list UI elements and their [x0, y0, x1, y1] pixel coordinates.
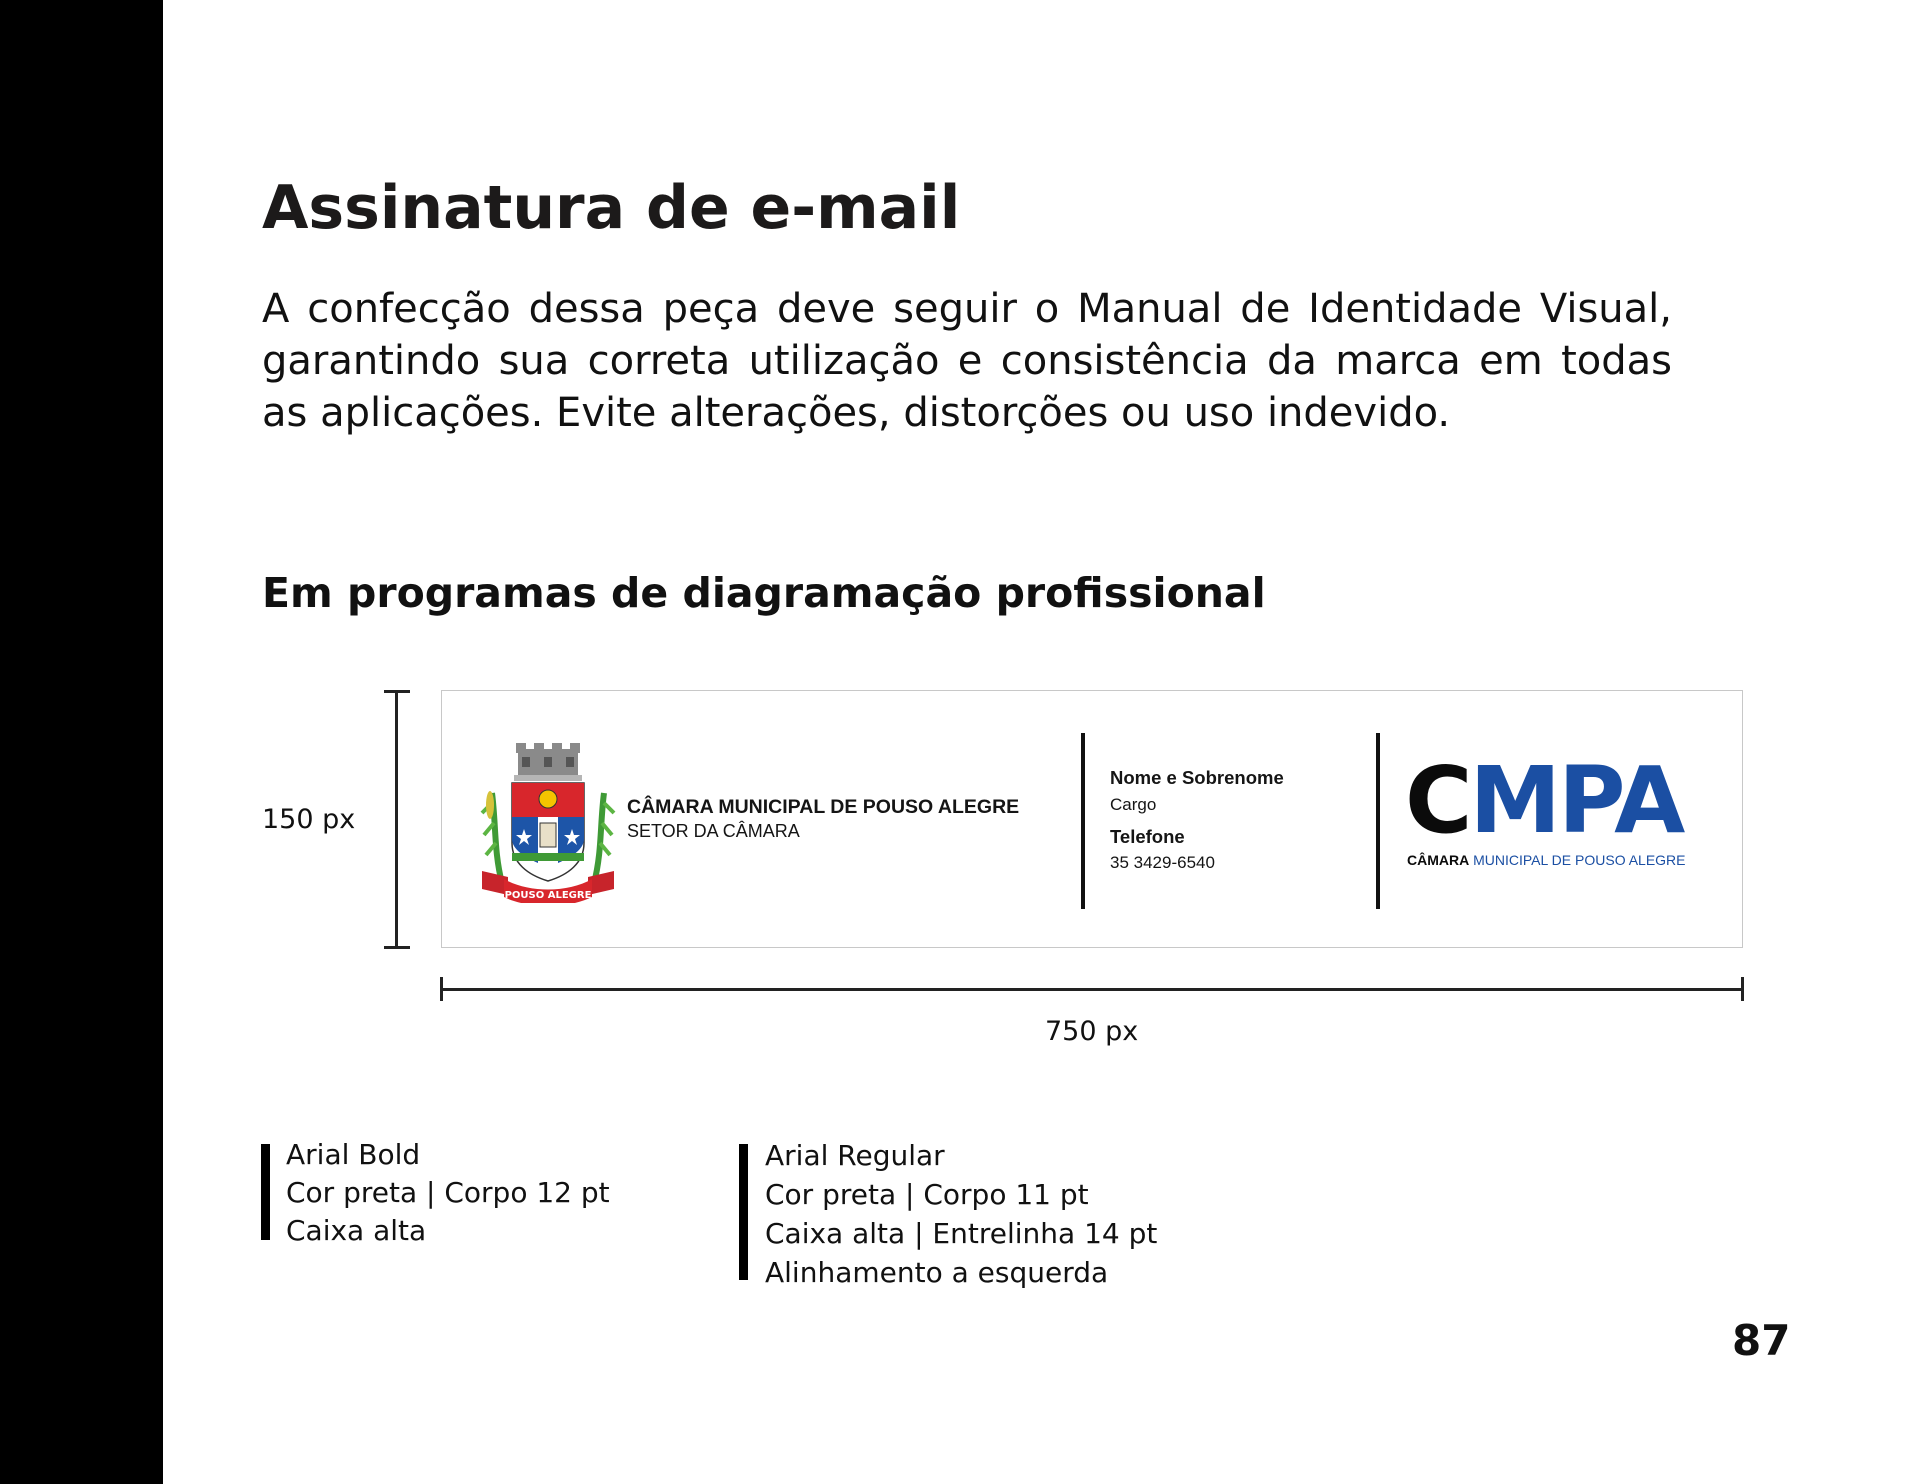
person-role: Cargo	[1110, 795, 1157, 814]
cmpa-logo	[1405, 747, 1683, 854]
signature-divider	[1081, 733, 1085, 909]
logo-letter-c: C	[1405, 747, 1470, 854]
page-number: 87	[1732, 1316, 1791, 1365]
regular-spec-line: Caixa alta | Entrelinha 14 pt	[765, 1217, 1158, 1250]
section-title: Em programas de diagramação profissional	[262, 569, 1266, 617]
note-accent-bar	[739, 1144, 748, 1280]
phone-number: 35 3429-6540	[1110, 853, 1215, 872]
regular-spec-line: Cor preta | Corpo 11 pt	[765, 1178, 1089, 1211]
intro-paragraph: A confecção dessa peça deve seguir o Manual de Identidade Visual, garantindo sua correta utilização e consistência da marca em todas as aplicações. Evite alterações, distorções ou uso indevido.	[262, 286, 1672, 436]
signature-divider	[1376, 733, 1380, 909]
org-name: CÂMARA MUNICIPAL DE POUSO ALEGRE	[627, 796, 1020, 818]
bold-spec-line: Cor preta | Corpo 12 pt	[286, 1176, 610, 1209]
width-label: 750 px	[1045, 1016, 1139, 1047]
note-accent-bar	[261, 1144, 270, 1240]
logo-subtitle: CÂMARA MUNICIPAL DE POUSO ALEGRE	[1407, 852, 1686, 868]
bold-spec-line: Arial Bold	[286, 1138, 421, 1171]
bold-spec-line: Caixa alta	[286, 1214, 427, 1247]
height-label: 150 px	[262, 804, 356, 835]
person-name: Nome e Sobrenome	[1110, 767, 1284, 788]
side-bar	[0, 0, 163, 1484]
phone-label: Telefone	[1110, 826, 1185, 847]
svg-text:POUSO ALEGRE: POUSO ALEGRE	[504, 890, 592, 901]
regular-spec-line: Arial Regular	[765, 1139, 945, 1172]
org-sector: SETOR DA CÂMARA	[627, 821, 800, 841]
email-signature-preview	[441, 690, 1743, 948]
logo-letters-mpa: MPA	[1469, 747, 1683, 854]
regular-spec-line: Alinhamento a esquerda	[765, 1256, 1109, 1289]
page-title: Assinatura de e-mail	[262, 173, 961, 243]
municipal-crest-icon	[478, 743, 618, 903]
